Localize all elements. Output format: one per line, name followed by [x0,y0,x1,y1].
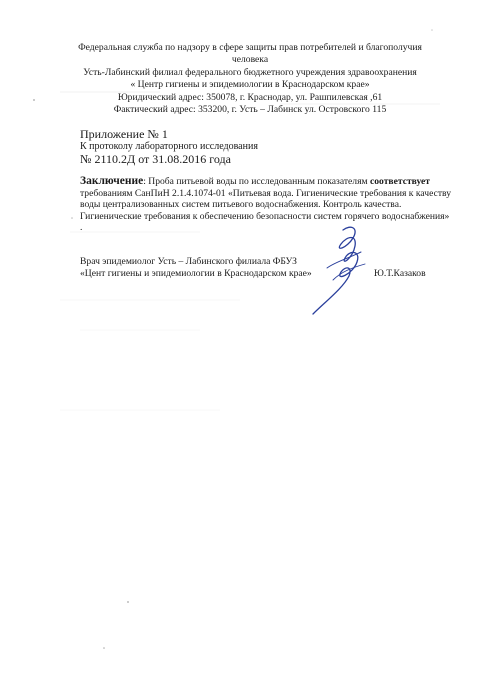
conclusion-text: : Проба питьевой воды по исследованным показателям [143,176,370,187]
conclusion-line-2: требованиям СанПиН 2.1.4.1074-01 «Питьевая вода. Гигиенические требования к качеству [80,187,452,199]
conclusion-verdict: соответствует [369,176,430,187]
conclusion-line-5: . [80,222,83,234]
signer-position: Врач эпидемиолог Усть – Лабинского филиала ФБУЗ [80,256,297,267]
appendix-block [80,128,440,166]
header-line-branch: Усть-Лабинский филиал федерального бюджетного учреждения здравоохранения [83,66,417,78]
signer-block [80,256,340,280]
header-actual-address: Фактический адрес: 353200, г. Усть – Лабинск ул. Островского 115 [113,104,387,116]
protocol-number: № 2110.2Д от 31.08.2016 года [80,152,231,166]
conclusion-block [80,176,465,234]
conclusion-line-4: Гигиенические требования к обеспечению безопасности систем горячего водоснабжения» [80,210,450,222]
header-line-center: « Центр гигиены и эпидемиологии в Краснодарском крае» [130,79,370,91]
organization-header [40,42,460,116]
appendix-title: Приложение № 1 [80,127,168,141]
header-line-agency-cont: человека [231,54,269,66]
conclusion-label: Заключение [80,175,144,187]
header-line-agency: Федеральная служба по надзору в сфере защиты прав потребителей и благополучия [78,42,422,53]
handwritten-signature [305,222,375,317]
conclusion-line-3: воды централизованных систем питьевого водоснабжения. Контроль качества. [80,199,402,211]
signer-organization: «Цент гигиены и эпидемиологии в Краснодарском крае» [80,268,312,279]
header-legal-address: Юридический адрес: 350078, г. Краснодар, ул. Рашпилевская ,61 [117,91,383,103]
conclusion-line-1 [80,176,465,188]
appendix-subtitle: К протоколу лабораторного исследования [80,141,258,152]
signer-name: Ю.Т.Казаков [374,268,426,279]
